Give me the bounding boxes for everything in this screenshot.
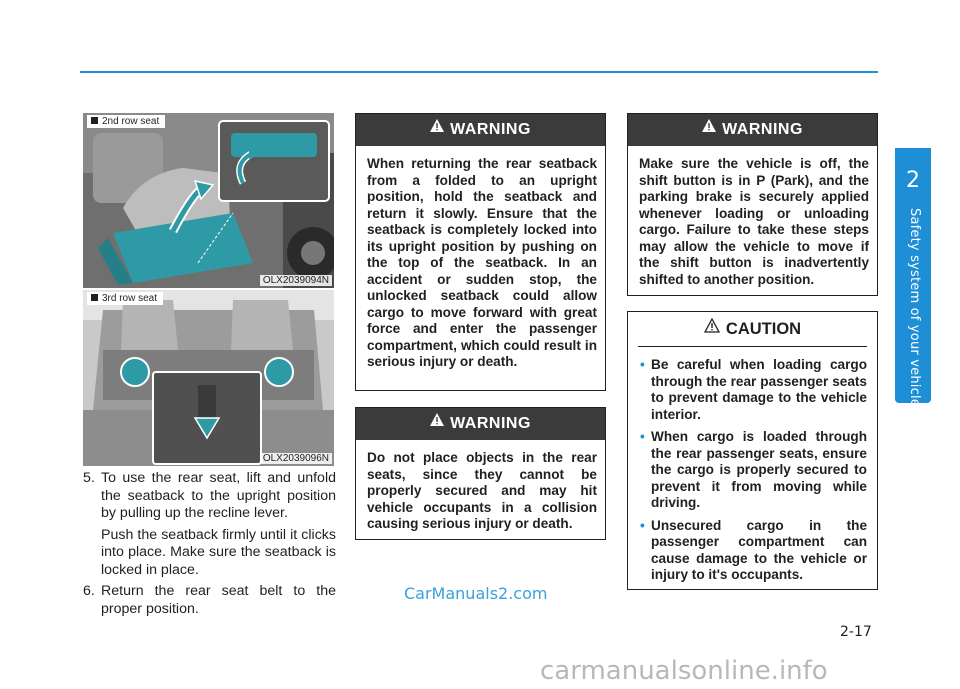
seat-illustration-3rd-row (83, 290, 334, 466)
warning-header (356, 114, 605, 146)
step-text: To use the rear seat, lift and unfold the seatback to the upright position by pulling up the recline lever. (101, 470, 336, 521)
bullet-icon: • (640, 429, 645, 444)
figure-code-2nd-row: OLX2039094N (260, 275, 332, 286)
figure-2nd-row-seat (83, 113, 334, 288)
step-number: 6. (83, 583, 95, 599)
seat-illustration-2nd-row (83, 113, 334, 288)
step-6 (83, 583, 336, 618)
caution-triangle-icon (704, 311, 720, 345)
step-text: Return the rear seat belt to the proper position. (101, 583, 336, 617)
warning-box-seatback (355, 113, 606, 391)
warning-title: WARNING (722, 121, 803, 138)
warning-header (356, 408, 605, 440)
warning-text: Do not place objects in the rear seats, since they cannot be properly secured and may hit vehicle occupants in a collision causing serious injury or death. (367, 450, 597, 531)
watermark-site[interactable]: CarManuals2.com (404, 584, 548, 603)
warning-text: Make sure the vehicle is off, the shift button is in P (Park), and the parking brake is securely applied whenever loading or unloading cargo. Failure to take these steps may allow the vehicle to move if the shift button is inadvertently shifted to another position. (639, 156, 869, 287)
chapter-tab[interactable] (895, 148, 931, 407)
step-extra-text: Push the seatback firmly until it clicks into place. Make sure the seatback is locked in place. (101, 526, 336, 578)
caution-list (640, 357, 867, 584)
warning-title: WARNING (450, 121, 531, 138)
step-number: 5. (83, 470, 95, 486)
figure-label-2nd-row: 2nd row seat (87, 115, 165, 128)
caution-item: • Be careful when loading cargo through the rear passenger seats to prevent damage to the vehicle interior. (640, 357, 867, 422)
warning-text: When returning the rear seatback from a folded to an upright position, hold the seatback and return it slowly. Ensure that the seatback is completely locked into its upright position by pushing on the top of the seatback. In an accident or sudden stop, the unlocked seatback could allow cargo to move forward with great force and enter the passenger compartment, which could result in serious injury or death. (367, 156, 597, 369)
figure-3rd-row-seat (83, 290, 334, 466)
page-number: 2-17 (840, 624, 872, 640)
bullet-icon: • (640, 357, 645, 372)
chapter-title: Safety system of your vehicle (907, 208, 922, 407)
caution-item: • Unsecured cargo in the passenger compartment can cause damage to the vehicle or injury to it's occupants. (640, 517, 867, 582)
step-5 (83, 470, 336, 579)
warning-triangle-icon (430, 112, 444, 144)
warning-triangle-icon (430, 406, 444, 438)
bullet-icon: • (640, 517, 645, 533)
caution-item: • When cargo is loaded through the rear passenger seats, ensure the cargo is properly secured to prevent it from moving while driving. (640, 429, 867, 510)
chapter-number: 2 (906, 168, 920, 193)
instruction-steps (83, 470, 336, 622)
figure-label-3rd-row: 3rd row seat (87, 292, 163, 305)
warning-header (628, 114, 877, 146)
warning-box-objects (355, 407, 606, 540)
watermark-footer[interactable]: carmanualsonline.info (540, 656, 828, 686)
figure-code-3rd-row: OLX2039096N (260, 453, 332, 464)
top-rule (80, 71, 878, 73)
warning-triangle-icon (702, 112, 716, 144)
caution-box (627, 311, 878, 590)
warning-box-cargo-loading (627, 113, 878, 296)
warning-title: WARNING (450, 415, 531, 432)
caution-title: CAUTION (725, 320, 802, 338)
caution-header (638, 312, 867, 347)
